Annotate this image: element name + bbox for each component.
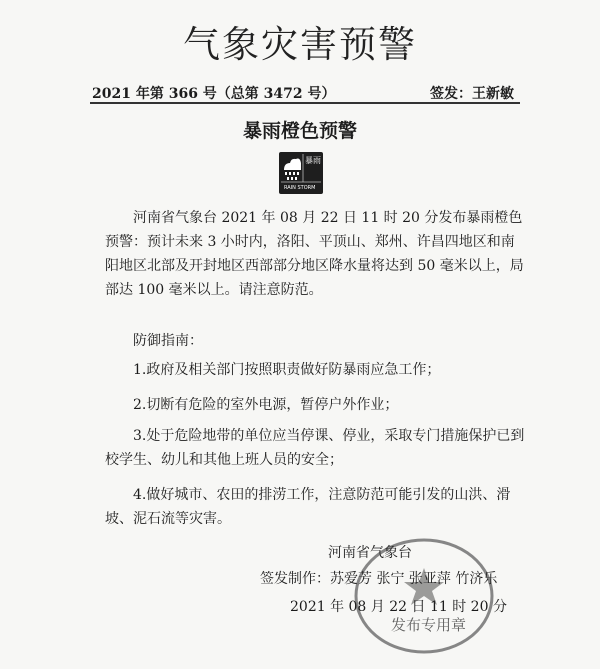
header-divider xyxy=(90,102,520,104)
guide-title: 防御指南： xyxy=(133,333,203,349)
warning-subtitle: 暴雨橙色预警 xyxy=(242,120,357,142)
issuer: 河南省气象台 xyxy=(328,545,412,561)
warning-paragraph: 河南省气象台 2021 年 08 月 22 日 11 时 20 分发布暴雨橙色预警：预计未来 3 小时内，洛阳、平顶山、郑州、许昌四地区和南阳地区北部及开封地区西部部分地区降水量将达到 50 毫米以上，局部达 100 毫米以上。请注意防范。 xyxy=(105,210,524,298)
official-stamp xyxy=(348,532,500,656)
badge-label-cn: 暴雨 xyxy=(305,156,321,165)
guide-item: 1.政府及相关部门按照职责做好防暴雨应急工作； xyxy=(133,362,441,378)
badge-label-en: RAIN STORM xyxy=(284,185,316,191)
document-title: 气象灾害预警 xyxy=(183,23,417,66)
guide-item: 2.切断有危险的室外电源，暂停户外作业； xyxy=(133,397,399,413)
signer: 签发：王新敏 xyxy=(430,86,514,102)
rainstorm-warning-icon xyxy=(279,152,323,194)
guide-item: 4.做好城市、农田的排涝工作，注意防范可能引发的山洪、滑坡、泥石流等灾害。 xyxy=(105,487,511,527)
stamp-text: 发布专用章 xyxy=(391,616,467,634)
issue-number: 2021 年第 366 号（总第 3472 号） xyxy=(92,86,336,102)
producers: 签发制作：苏爱芳 张宁 张亚萍 竹济乐 xyxy=(260,571,498,587)
guide-item: 3.处于危险地带的单位应当停课、停业，采取专门措施保护已到校学生、幼儿和其他上班人员的安全； xyxy=(105,428,525,468)
issue-datetime: 2021 年 08 月 22 日 11 时 20 分 xyxy=(290,599,507,615)
